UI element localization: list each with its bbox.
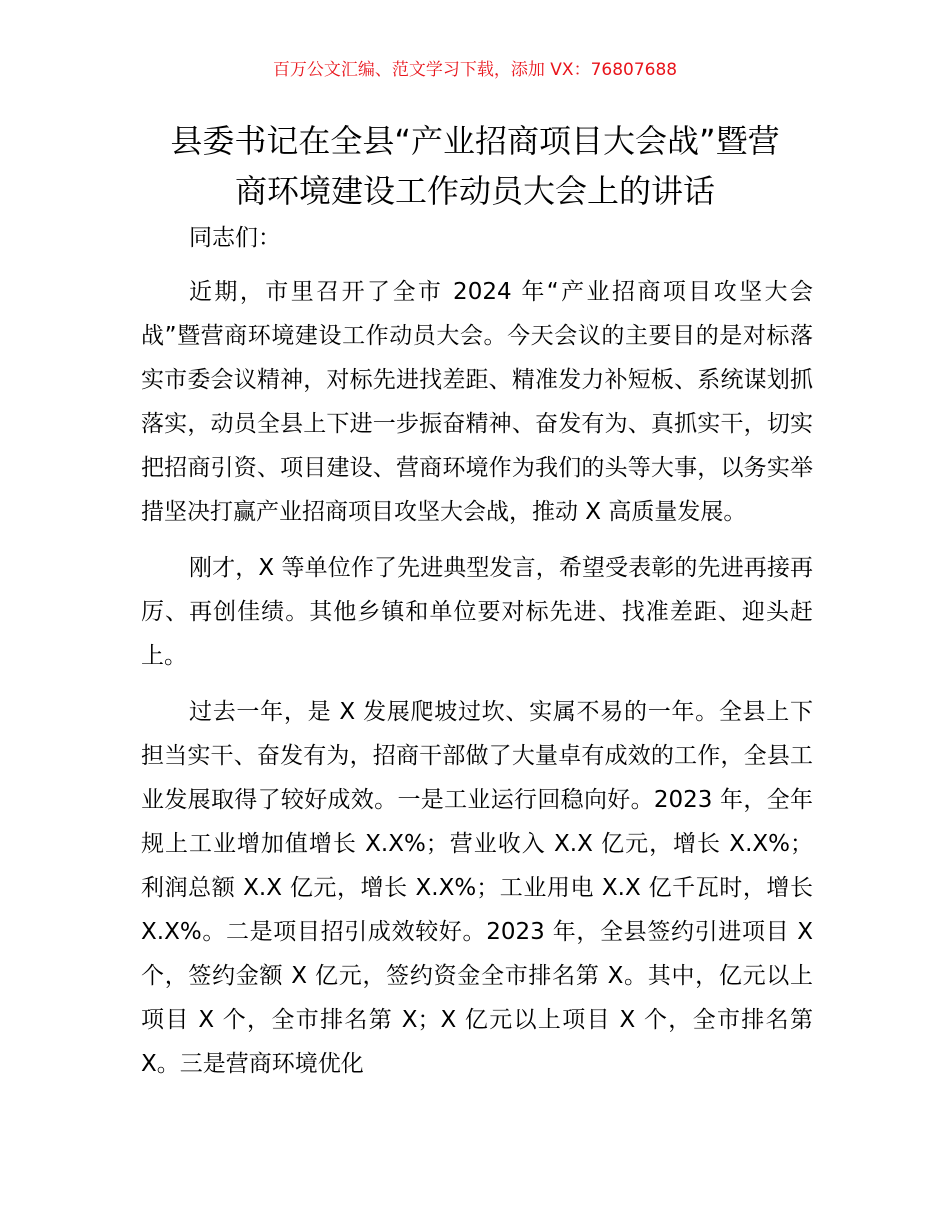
document-title-line-2: 商环境建设工作动员大会上的讲话 <box>234 172 715 210</box>
salutation: 同志们： <box>189 225 281 251</box>
paragraph-1: 近期，市里召开了全市 2024 年“产业招商项目攻坚大会战”暨营商环境建设工作动员大会。今天会议的主要目的是对标落实市委会议精神，对标先进找差距、精准发力补短板、系统谋划抓落实，动员全县上下进一步振奋精神、奋发有为、真抓实干，切实把招商引资、项目建设、营商环境作为我们的头等大事，以务实举措坚决打赢产业招商项目攻坚大会战，推动 X 高质量发展。 <box>141 279 813 525</box>
document-title-line-1: 县委书记在全县“产业招商项目大会战”暨营 <box>170 122 780 160</box>
paragraph-3: 过去一年，是 X 发展爬坡过坎、实属不易的一年。全县上下担当实干、奋发有为，招商干部做了大量卓有成效的工作，全县工业发展取得了较好成效。一是工业运行回稳向好。2023 年，全年规上工业增加值增长 X.X%；营业收入 X.X 亿元，增长 X.X%；利润总额 X.X 亿元，增长 X.X%；工业用电 X.X 亿千瓦时，增长 X.X%。二是项目招引成效较好。2023 年，全县签约引进项目 X 个，签约金额 X 亿元，签约资金全市排名第 X。其中，亿元以上项目 X 个，全市排名第 X；X 亿元以上项目 X 个，全市排名第 X。三是营商环境优化 <box>141 699 813 1077</box>
promo-header-banner: 百万公文汇编、范文学习下载，添加 VX：76807688 <box>272 60 678 80</box>
paragraph-2: 刚才，X 等单位作了先进典型发言，希望受表彰的先进再接再厉、再创佳绩。其他乡镇和单位要对标先进、找准差距、迎头赶上。 <box>141 555 813 669</box>
document-title <box>100 116 850 216</box>
document-body <box>141 218 813 1098</box>
